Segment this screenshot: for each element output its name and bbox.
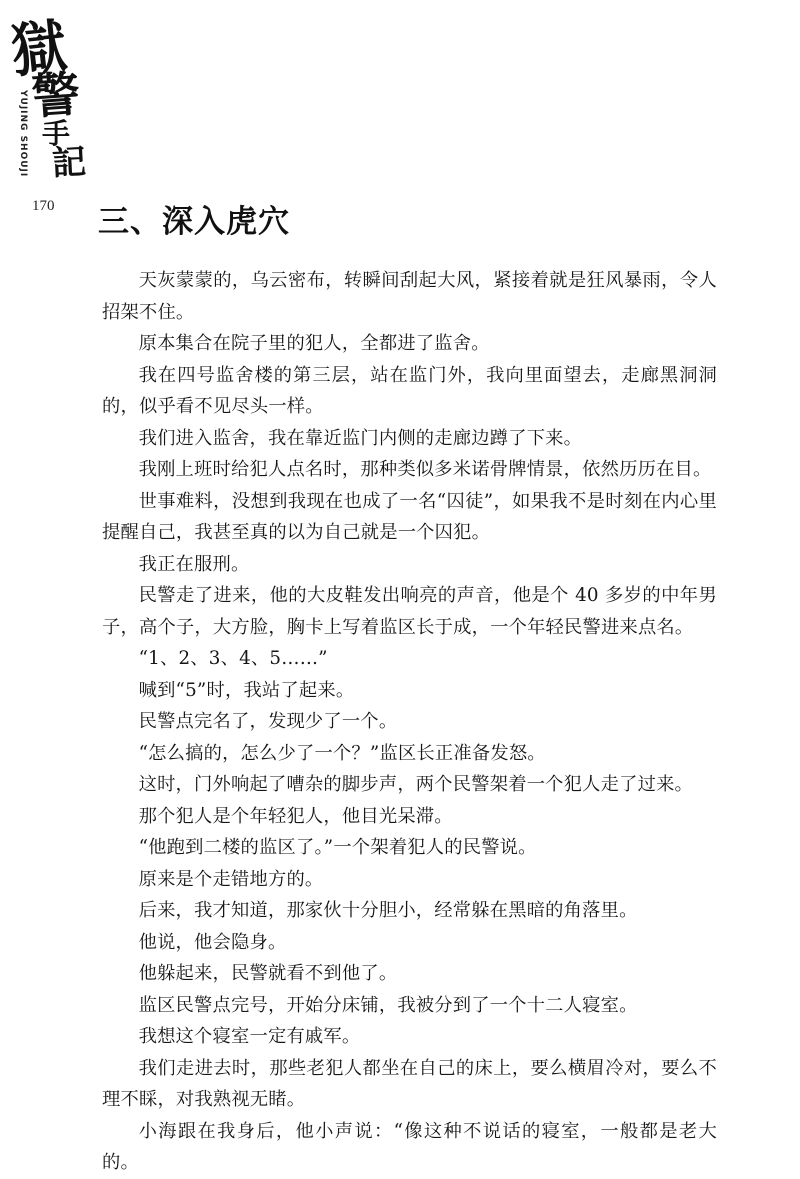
paragraph: 监区民警点完号，开始分床铺，我被分到了一个十二人寝室。: [138, 994, 638, 1016]
paragraph: 喊到“5”时，我站了起来。: [138, 679, 355, 701]
paragraph: 后来，我才知道，那家伙十分胆小，经常躲在黑暗的角落里。: [138, 900, 638, 921]
paragraph: 天灰蒙蒙的，乌云密布，转瞬间刮起大风，紧接着就是狂风暴雨，令人招架不住。: [102, 270, 717, 323]
body-text: [102, 265, 717, 1179]
paragraph: 我刚上班时给犯人点名时，那种类似多米诺骨牌情景，依然历历在目。: [138, 459, 712, 480]
paragraph: 小海跟在我身后，他小声说：“像这种不说话的寝室，一般都是老大的。: [102, 1120, 717, 1173]
paragraph: 民警走了进来，他的大皮鞋发出响亮的声音，他是个 40 多岁的中年男子，高个子，大方脸，胸卡上写着监区长于成，一个年轻民警进来点名。: [102, 585, 717, 638]
logo-char-1: 獄: [8, 12, 70, 86]
paragraph: 这时，门外响起了嘈杂的脚步声，两个民警架着一个犯人走了过来。: [138, 774, 694, 795]
paragraph: 他说，他会隐身。: [138, 931, 287, 953]
paragraph: 原本集合在院子里的犯人，全都进了监舍。: [138, 333, 490, 354]
paragraph: 我们进入监舍，我在靠近监门内侧的走廊边蹲了下来。: [138, 427, 583, 449]
paragraph: 我在四号监舍楼的第三层，站在监门外，我向里面望去，走廊黑洞洞的，似乎看不见尽头一样。: [102, 364, 717, 417]
paragraph: “他跑到二楼的监区了。”一个架着犯人的民警说。: [138, 837, 537, 858]
paragraph: 我想这个寝室一定有戚军。: [138, 1026, 361, 1047]
logo-pinyin: YUJING SHOUJI: [18, 90, 28, 178]
chapter-title: 三、深入虎穴: [98, 204, 290, 240]
paragraph: “怎么搞的，怎么少了一个？”监区长正准备发怒。: [138, 742, 546, 764]
paragraph: 他躲起来，民警就看不到他了。: [138, 963, 398, 984]
paragraph: 原来是个走错地方的。: [138, 868, 324, 890]
paragraph: 我们走进去时，那些老犯人都坐在自己的床上，要么横眉冷对，要么不理不睬，对我熟视无睹。: [102, 1057, 717, 1110]
paragraph: 我正在服刑。: [138, 553, 250, 575]
logo-char-4: 記: [50, 142, 88, 184]
page-number: 170: [32, 198, 55, 214]
logo-char-3: 手: [42, 117, 71, 150]
book-logo: [6, 12, 92, 190]
paragraph: 那个犯人是个年轻犯人，他目光呆滞。: [138, 805, 453, 827]
logo-char-2: 警: [30, 66, 82, 126]
paragraph: 世事难料，没想到我现在也成了一名“囚徒”，如果我不是时刻在内心里提醒自己，我甚至真的以为自己就是一个囚犯。: [102, 490, 717, 543]
paragraph: “1、2、3、4、5……”: [138, 648, 328, 669]
paragraph: 民警点完名了，发现少了一个。: [138, 711, 398, 732]
